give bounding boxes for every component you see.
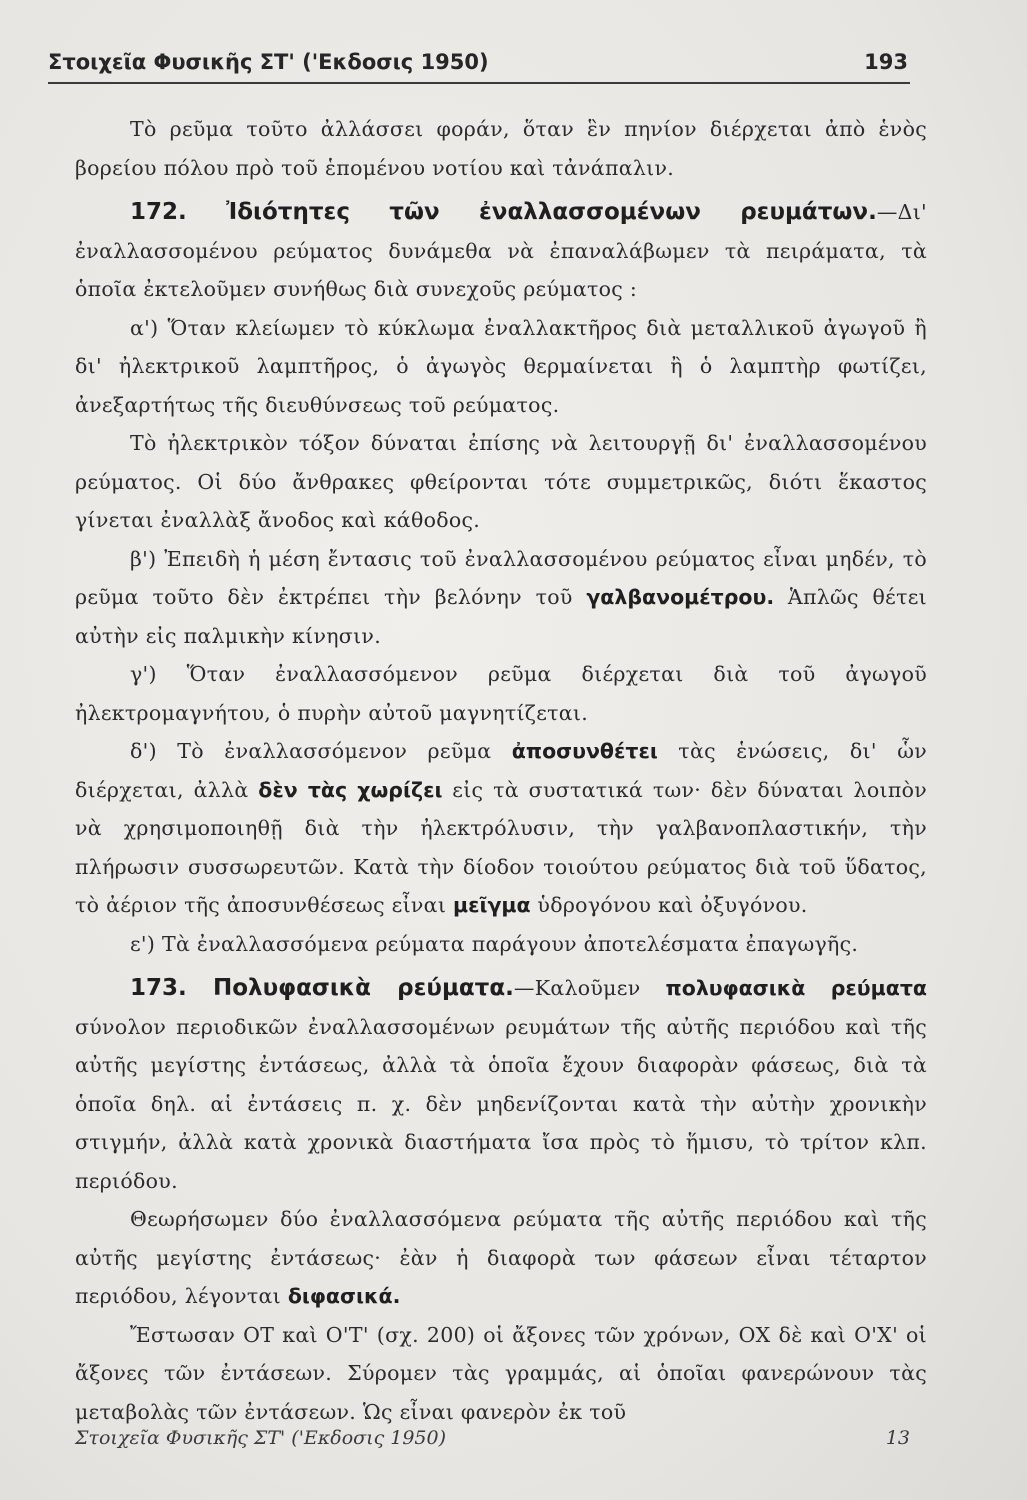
section-172-heading: 172. Ἰδιότητες τῶν ἐναλλασσομένων ρευμάτων. — [130, 199, 877, 225]
item-d-bold-2: δὲν τὰς χωρίζει — [258, 777, 443, 802]
item-d-bold-3: μεῖγμα — [452, 893, 531, 917]
paragraph-arc-text: Τὸ ἠλεκτρικὸν τόξον δύναται ἐπίσης νὰ λειτουργῇ δι' ἐναλλασσομένου ρεύματος. Οἱ δύο ἄνθρακες φθείρονται τότε συμμετρικῶς, διότι ἕκαστος γίνεται ἐναλλὰξ ἄνοδος καὶ κάθοδος. — [75, 431, 927, 532]
item-d-text-4: ὑδρογόνου καὶ ὀξυγόνου. — [530, 893, 808, 917]
page-number: 193 — [864, 50, 908, 74]
paragraph-intro-text: Τὸ ρεῦμα τοῦτο ἀλλάσσει φοράν, ὅταν ἓν πηνίον διέρχεται ἀπὸ ἑνὸς βορείου πόλου πρὸ τοῦ ἑπομένου νοτίου καὶ τἀνάπαλιν. — [75, 117, 927, 180]
page-body — [75, 110, 927, 1431]
section-172-text: —Δι' ἐναλλασσομένου ρεύματος δυνάμεθα νὰ ἐπαναλάβωμεν τὰ πειράματα, τὰ ὁποῖα ἐκτελοῦμεν συνήθως διὰ συνεχοῦς ρεύματος : — [75, 200, 927, 301]
paragraph-biphase-text: Θεωρήσωμεν δύο ἐναλλασσόμενα ρεύματα τῆς αὐτῆς περιόδου καὶ τῆς αὐτῆς μεγίστης ἐντάσεως· ἐὰν ἡ διαφορὰ των φάσεων εἶναι τέταρτον περιόδου, λέγονται — [75, 1207, 927, 1308]
section-173-text-1: —Καλοῦμεν — [513, 976, 666, 1000]
running-footer — [75, 1427, 910, 1449]
item-b-text-2: Ἁπλῶς θέτει αὐτὴν εἰς παλμικὴν κίνησιν. — [75, 585, 927, 648]
section-173 — [75, 969, 927, 1200]
item-c — [75, 655, 927, 732]
item-b-bold: γαλβανομέτρου. — [586, 585, 775, 609]
paragraph-axes — [75, 1316, 927, 1432]
section-173-heading: 173. Πολυφασικὰ ρεύματα. — [130, 975, 514, 1001]
item-d-text-3: εἰς τὰ συστατικά των· δὲν δύναται λοιπὸν νὰ χρησιμοποιηθῇ διὰ τὴν ἠλεκτρόλυσιν, τὴν γαλβανοπλαστικήν, τὴν πλήρωσιν συσσωρευτῶν. Κατὰ τὴν δίοδον τοιούτου ρεύματος διὰ τοῦ ὕδατος, τὸ ἀέριον τῆς ἀποσυνθέσεως εἶναι — [75, 777, 927, 917]
item-b-text-1: β') Ἐπειδὴ ἡ μέση ἔντασις τοῦ ἐναλλασσομένου ρεύματος εἶναι μηδέν, τὸ ρεῦμα τοῦτο δὲν ἐκτρέπει τὴν βελόνην τοῦ — [75, 546, 927, 609]
header-title: Στοιχεῖα Φυσικῆς ΣΤ' ('Εκδοσις 1950) — [48, 50, 489, 74]
section-173-bold: πολυφασικὰ ρεύματα — [665, 976, 927, 1000]
item-d-bold-1: ἀποσυνθέτει — [511, 739, 658, 763]
section-173-text-2: σύνολον περιοδικῶν ἐναλλασσομένων ρευμάτων τῆς αὐτῆς περιόδου καὶ τῆς αὐτῆς μεγίστης ἐντάσεως, ἀλλὰ τὰ ὁποῖα ἔχουν διαφορὰν φάσεως, διὰ τὰ ὁποῖα δηλ. αἱ ἐντάσεις π. χ. δὲν μηδενίζονται κατὰ τὴν αὐτὴν χρονικὴν στιγμήν, ἀλλὰ κατὰ χρονικὰ διαστήματα ἴσα πρὸς τὸ ἥμισυ, τὸ τρίτον κλπ. περιόδου. — [75, 1014, 927, 1193]
item-d-text-1: δ') Τὸ ἐναλλασσόμενον ρεῦμα — [130, 739, 512, 763]
running-header — [48, 50, 908, 74]
paragraph-biphase-bold: διφασικά. — [287, 1284, 401, 1308]
item-e-text: ε') Τὰ ἐναλλασσόμενα ρεύματα παράγουν ἀποτελέσματα ἐπαγωγῆς. — [130, 931, 859, 956]
item-c-text: γ') Ὅταν ἐναλλασσόμενον ρεῦμα διέρχεται διὰ τοῦ ἀγωγοῦ ἠλεκτρομαγνήτου, ὁ πυρὴν αὐτοῦ μαγνητίζεται. — [75, 662, 927, 725]
footer-signature: 13 — [885, 1427, 910, 1449]
paragraph-biphase — [75, 1200, 927, 1316]
item-e — [75, 925, 927, 964]
footer-title: Στοιχεῖα Φυσικῆς ΣΤ' ('Εκδοσις 1950) — [75, 1427, 447, 1449]
header-rule — [48, 82, 910, 84]
item-a-text: α') Ὅταν κλείωμεν τὸ κύκλωμα ἐναλλακτῆρος διὰ μεταλλικοῦ ἀγωγοῦ ἢ δι' ἠλεκτρικοῦ λαμπτῆρος, ὁ ἀγωγὸς θερμαίνεται ἢ ὁ λαμπτὴρ φωτίζει, ἀνεξαρτήτως τῆς διευθύνσεως τοῦ ρεύματος. — [75, 315, 927, 417]
paragraph-axes-text: Ἔστωσαν ΟΤ καὶ Ο'Τ' (σχ. 200) οἱ ἄξονες τῶν χρόνων, ΟΧ δὲ καὶ Ο'Χ' οἱ ἄξονες τῶν ἐντάσεων. Σύρομεν τὰς γραμμάς, αἱ ὁποῖαι φανερώνουν τὰς μεταβολὰς τῶν ἐντάσεων. Ὡς εἶναι φανερὸν ἐκ τοῦ — [75, 1322, 927, 1424]
paragraph-intro — [75, 110, 927, 187]
item-d — [75, 732, 927, 925]
item-b — [75, 540, 927, 656]
section-172 — [75, 193, 927, 309]
item-a — [75, 309, 927, 425]
paragraph-arc — [75, 424, 927, 540]
item-d-text-2: τὰς ἑνώσεις, δι' ὧν διέρχεται, ἀλλὰ — [75, 739, 927, 802]
